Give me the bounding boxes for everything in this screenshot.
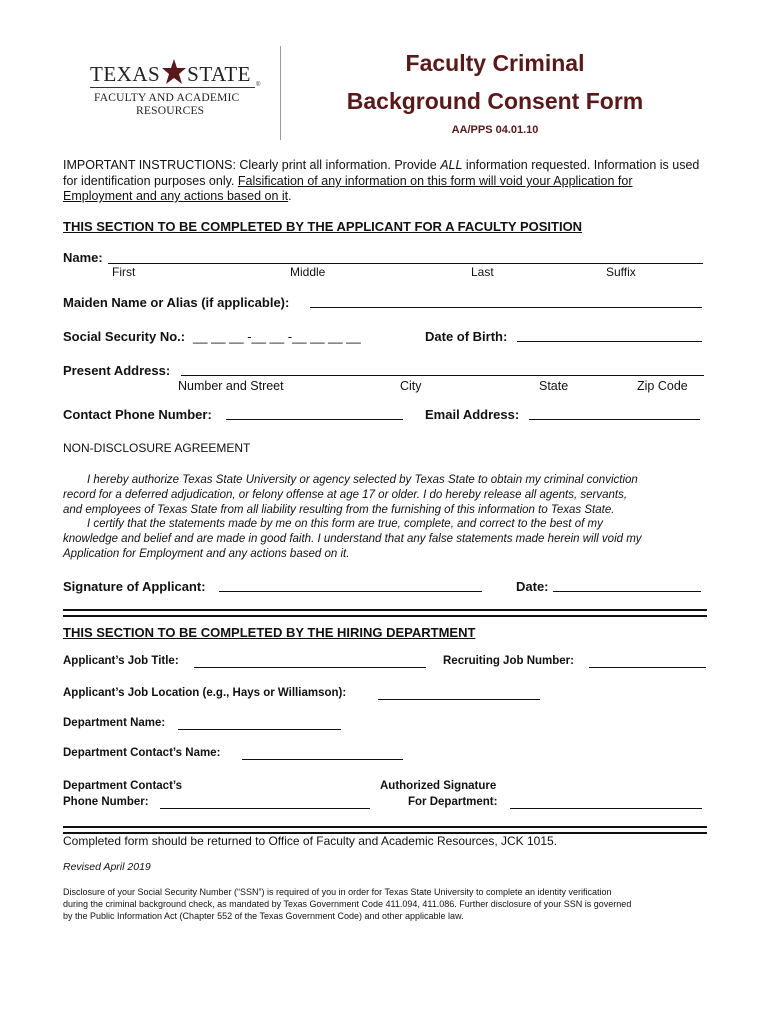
- department-contact-phone-field[interactable]: [160, 808, 370, 809]
- name-middle-caption: Middle: [290, 265, 326, 279]
- section-divider: [63, 609, 707, 617]
- applicant-section-heading: THIS SECTION TO BE COMPLETED BY THE APPLICANT FOR A FACULTY POSITION: [63, 219, 583, 234]
- date-label: Date:: [516, 579, 549, 594]
- footer-divider: [63, 826, 707, 834]
- revised-date: Revised April 2019: [63, 861, 151, 873]
- authorized-signature-label-1: Authorized Signature: [380, 780, 497, 792]
- form-title-line-2: Background Consent Form: [346, 88, 644, 114]
- date-field[interactable]: [553, 591, 701, 592]
- recruiting-job-number-field[interactable]: [589, 667, 706, 668]
- name-last-caption: Last: [471, 265, 494, 279]
- texas-state-logo: [86, 58, 266, 122]
- ssn-field[interactable]: __ __ __ -__ __ -__ __ __ __: [193, 329, 361, 344]
- disclosure-line-1: Disclosure of your Social Security Number (“SSN”) is required of you in order for Texas State University to complete an identity verification: [63, 887, 612, 897]
- hiring-section-heading: THIS SECTION TO BE COMPLETED BY THE HIRING DEPARTMENT: [63, 625, 476, 640]
- nda-line-5: knowledge and belief and are made in good faith. I understand that any false statements made herein will void my: [63, 533, 642, 545]
- phone-label: Contact Phone Number:: [63, 407, 212, 422]
- job-location-field[interactable]: [378, 699, 540, 700]
- instructions-line-1: IMPORTANT INSTRUCTIONS: Clearly print all information. Provide ALL information requested. Information is used: [63, 158, 700, 172]
- logo-subtitle-1: FACULTY AND ACADEMIC: [94, 92, 240, 104]
- ssn-label: Social Security No.:: [63, 329, 186, 344]
- maiden-name-field[interactable]: [310, 307, 702, 308]
- job-title-field[interactable]: [194, 667, 426, 668]
- instructions-line-3: Employment and any actions based on it.: [63, 189, 292, 203]
- authorized-signature-field[interactable]: [510, 808, 702, 809]
- address-field[interactable]: [181, 375, 704, 376]
- header-divider: [280, 46, 281, 140]
- department-contact-name-label: Department Contact’s Name:: [63, 747, 221, 759]
- form-code: AA/PPS 04.01.10: [451, 124, 539, 136]
- department-contact-phone-label-2: Phone Number:: [63, 796, 149, 808]
- star-icon: [161, 58, 187, 86]
- name-first-caption: First: [112, 265, 136, 279]
- disclosure-line-2: during the criminal background check, as mandated by Texas Government Code 411.094, 411.086. Further disclosure of your SSN is governed: [63, 899, 632, 909]
- address-city-caption: City: [400, 379, 422, 393]
- form-title-line-1: Faculty Criminal: [405, 50, 585, 76]
- name-field[interactable]: [108, 263, 703, 264]
- department-contact-name-field[interactable]: [242, 759, 403, 760]
- nda-line-3: and employees of Texas State from all liability resulting from the furnishing of this information to Texas State.: [63, 504, 615, 516]
- department-name-field[interactable]: [178, 729, 341, 730]
- nda-line-6: Application for Employment and any actions based on it.: [63, 548, 350, 560]
- logo-divider: [90, 87, 255, 88]
- signature-field[interactable]: [219, 591, 482, 592]
- dob-label: Date of Birth:: [425, 329, 508, 344]
- email-field[interactable]: [529, 419, 700, 420]
- logo-wordmark: TEXAS STATE: [90, 62, 251, 86]
- job-location-label: Applicant’s Job Location (e.g., Hays or Williamson):: [63, 687, 347, 699]
- department-contact-phone-label-1: Department Contact’s: [63, 780, 183, 792]
- name-label: Name:: [63, 250, 103, 265]
- name-suffix-caption: Suffix: [606, 265, 636, 279]
- maiden-name-label: Maiden Name or Alias (if applicable):: [63, 295, 290, 310]
- nda-line-2: record for a deferred adjudication, or felony offense at age 17 or older. I do hereby release all agents, servants,: [63, 489, 628, 501]
- instructions-line-2: for identification purposes only. Falsification of any information on this form will void your Application for: [63, 174, 633, 188]
- address-zip-caption: Zip Code: [637, 379, 688, 393]
- dob-field[interactable]: [517, 341, 702, 342]
- nda-line-4: I certify that the statements made by me on this form are true, complete, and correct to the best of my: [87, 518, 603, 530]
- nda-heading: NON-DISCLOSURE AGREEMENT: [63, 441, 251, 455]
- job-title-label: Applicant’s Job Title:: [63, 655, 179, 667]
- logo-subtitle-2: RESOURCES: [136, 105, 205, 117]
- return-note: Completed form should be returned to Office of Faculty and Academic Resources, JCK 1015.: [63, 834, 558, 848]
- recruiting-job-number-label: Recruiting Job Number:: [443, 655, 574, 667]
- nda-line-1: I hereby authorize Texas State University or agency selected by Texas State to obtain my criminal conviction: [87, 474, 638, 486]
- address-state-caption: State: [539, 379, 569, 393]
- address-street-caption: Number and Street: [178, 379, 284, 393]
- address-label: Present Address:: [63, 363, 171, 378]
- disclosure-line-3: by the Public Information Act (Chapter 552 of the Texas Government Code) and other applicable law.: [63, 911, 464, 921]
- authorized-signature-label-2: For Department:: [408, 796, 498, 808]
- email-label: Email Address:: [425, 407, 520, 422]
- department-name-label: Department Name:: [63, 717, 166, 729]
- signature-label: Signature of Applicant:: [63, 579, 206, 594]
- registered-mark: ®: [256, 82, 261, 88]
- phone-field[interactable]: [226, 419, 403, 420]
